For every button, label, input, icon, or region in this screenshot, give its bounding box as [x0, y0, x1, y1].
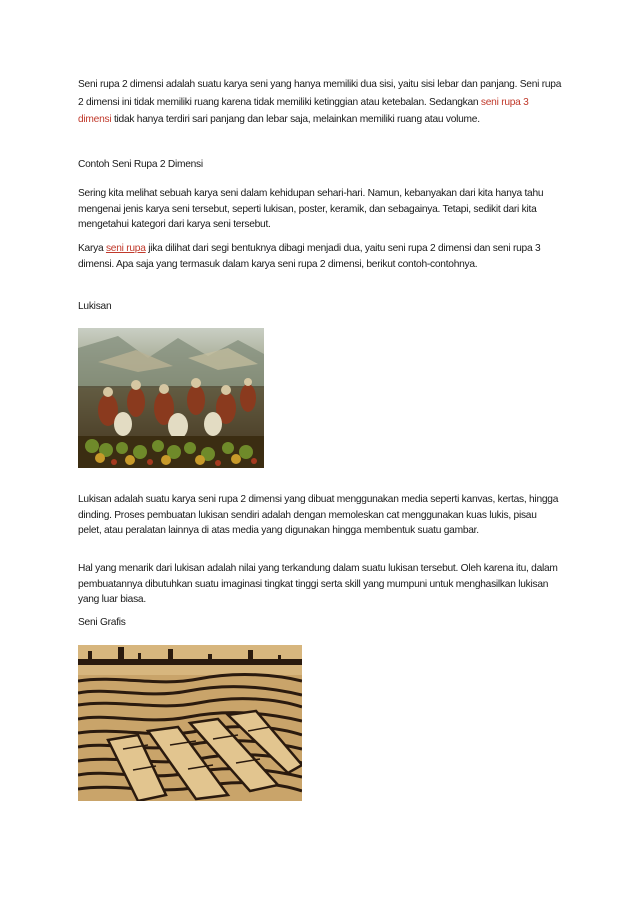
intro-text-start: Seni rupa 2 dimensi adalah suatu karya seni yang hanya memiliki dua sisi, yaitu sisi lebar dan panjang. Seni rupa 2 dimensi ini tidak memiliki ruang karena tidak memiliki ketinggian atau ketebalan. Sedangkan	[78, 79, 562, 108]
paragraph-sering: Sering kita melihat sebuah karya seni dalam kehidupan sehari-hari. Namun, kebanyakan dari kita hanya tahu mengenai jenis karya seni tersebut, seperti lukisan, poster, keramik, dan sebagainya. Tetapi, sedikit dari kita mengetahui kategori dari karya seni tersebut.	[78, 188, 544, 230]
karya-text-start: Karya	[78, 243, 106, 254]
link-seni-rupa[interactable]: seni rupa	[105, 243, 146, 254]
intro-text-end: tidak hanya terdiri sari panjang dan lebar saja, melainkan memiliki ruang atau volume.	[111, 114, 480, 125]
heading-seni-grafis: Seni Grafis	[78, 617, 126, 628]
karya-text-end: jika dilihat dari segi bentuknya dibagi menjadi dua, yaitu seni rupa 2 dimensi dan seni rupa 3 dimensi. Apa saja yang termasuk dalam karya seni rupa 2 dimensi, berikut contoh-contohnya.	[78, 243, 541, 270]
boats-woodcut-image	[78, 645, 302, 801]
link-seni-rupa-3-dimensi[interactable]: seni rupa 3 dimensi	[78, 96, 529, 125]
intro-paragraph	[78, 76, 562, 129]
heading-lukisan: Lukisan	[78, 301, 112, 312]
market-painting-image	[78, 328, 264, 468]
paragraph-karya	[78, 241, 562, 272]
paragraph-lukisan-definisi: Lukisan adalah suatu karya seni rupa 2 dimensi yang dibuat menggunakan media seperti kanvas, kertas, hingga dinding. Proses pembuatan lukisan sendiri adalah dengan memoleskan cat menggunakan kuas lukis, pisau pelet, atau peralatan lainnya di atas media yang digunakan hingga membentuk suatu gambar.	[78, 494, 559, 536]
heading-contoh: Contoh Seni Rupa 2 Dimensi	[78, 159, 203, 170]
paragraph-lukisan-nilai: Hal yang menarik dari lukisan adalah nilai yang terkandung dalam suatu lukisan tersebut. Oleh karena itu, dalam pembuatannya dibutuhkan suatu imaginasi tingkat tinggi serta skill yang mumpuni untuk menghasilkan lukisan yang luar biasa.	[78, 563, 558, 605]
